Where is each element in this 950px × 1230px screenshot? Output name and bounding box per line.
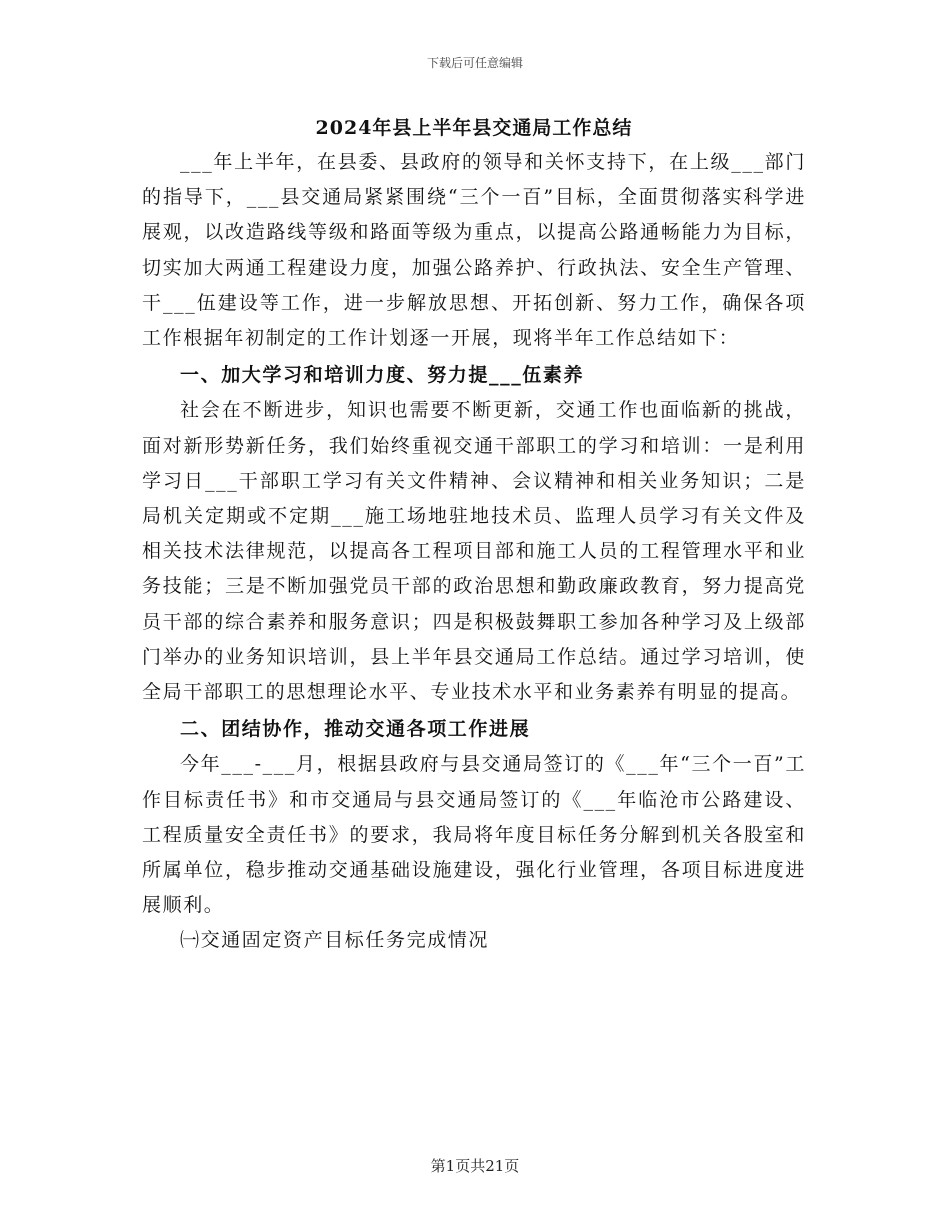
header-note: 下载后可任意编辑 xyxy=(426,56,523,70)
page-number-footer: 第1页共21页 xyxy=(430,1157,520,1175)
document-title: 2024年县上半年县交通局工作总结 xyxy=(315,117,633,139)
section-2-paragraph: 今年___-___月，根据县政府与县交通局签订的《___年“三个一百”工作目标责任书》和市交通局与县交通局签订的《___年临沧市公路建设、工程质量安全责任书》的要求，我局将年度目标任务分解到机关各股室和所属单位，稳步推动交通基础设施建设，强化行业管理，各项目标进度进展顺利。 xyxy=(142,753,806,917)
subsection-heading-1: ㈠交通固定资产目标任务完成情况 xyxy=(180,929,490,952)
section-1-paragraph: 社会在不断进步，知识也需要不断更新，交通工作也面临新的挑战，面对新形势新任务，我们始终重视交通干部职工的学习和培训：一是利用学习日___干部职工学习有关文件精神、会议精神和相关业务知识；二是局机关定期或不定期___施工场地驻地技术员、监理人员学习有关文件及相关技术法律规范，以提高各工程项目部和施工人员的工程管理水平和业务技能；三是不断加强党员干部的政治思想和勤政廉政教育，努力提高党员干部的综合素养和服务意识；四是积极鼓舞职工参加各种学习及上级部门举办的业务知识培训，县上半年县交通局工作总结。通过学习培训，使全局干部职工的思想理论水平、专业技术水平和业务素养有明显的提高。 xyxy=(142,399,806,704)
section-heading-1: 一、加大学习和培训力度、努力提___伍素养 xyxy=(180,364,585,387)
document-body xyxy=(142,145,806,959)
section-heading-2: 二、团结协作，推动交通各项工作进展 xyxy=(180,718,531,741)
intro-paragraph: ___年上半年，在县委、县政府的领导和关怀支持下，在上级___部门的指导下，___县交通局紧紧围绕“三个一百”目标，全面贯彻落实科学进展观，以改造路线等级和路面等级为重点，以提高公路通畅能力为目标，切实加大两通工程建设力度，加强公路养护、行政执法、安全生产管理、干___伍建设等工作，进一步解放思想、开拓创新、努力工作，确保各项工作根据年初制定的工作计划逐一开展，现将半年工作总结如下： xyxy=(142,151,806,350)
